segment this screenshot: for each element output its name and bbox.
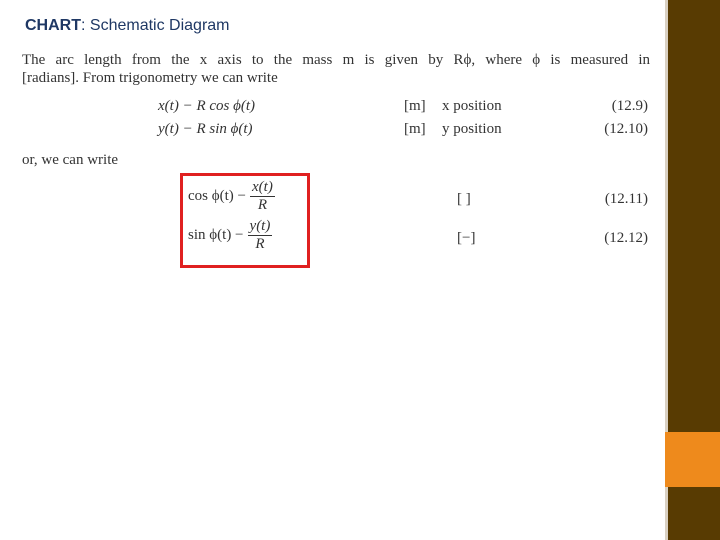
equation-lhs: x(t) − R cos ϕ(t)	[158, 98, 256, 114]
fraction-denominator: R	[255, 236, 265, 252]
right-sidebar-bar	[665, 0, 720, 540]
fraction-numerator: y(t)	[249, 218, 271, 234]
document-excerpt	[20, 46, 654, 256]
equation-lhs: y(t) − R sin ϕ(t)	[158, 121, 253, 137]
equation-unit: [m]	[404, 98, 426, 114]
slide-title-keyword: CHART	[25, 17, 81, 34]
equation-number: (12.11)	[604, 191, 648, 207]
fraction-equation-lhs: cos ϕ(t) −	[188, 188, 247, 204]
equation-unit: [−]	[457, 230, 476, 246]
equation-number: (12.12)	[604, 230, 648, 246]
equation-row	[20, 121, 654, 143]
fraction-numerator: x(t)	[252, 179, 273, 195]
equation-number: (12.10)	[604, 121, 648, 137]
paragraph-line-3: or, we can write	[22, 152, 119, 168]
equation-unit: [ ]	[457, 191, 471, 207]
fraction-equation-lhs: sin ϕ(t) −	[188, 227, 244, 243]
slide-title	[25, 17, 230, 35]
slide-title-text: : Schematic Diagram	[81, 17, 230, 34]
equation-unit: [m]	[404, 121, 426, 137]
paragraph-line-2: [radians]. From trigonometry we can write	[22, 70, 278, 86]
equation-description: y position	[442, 121, 502, 137]
equation-description: x position	[442, 98, 502, 114]
document-edge-stub	[568, 252, 625, 266]
equation-number: (12.9)	[611, 98, 648, 114]
equation-row	[20, 98, 654, 120]
fraction-denominator: R	[257, 197, 268, 213]
paragraph-line-1: The arc length from the x axis to the mass m is given by Rϕ, where ϕ is measured in	[22, 52, 650, 68]
sidebar-orange-accent	[665, 432, 720, 487]
highlight-box	[180, 173, 310, 268]
